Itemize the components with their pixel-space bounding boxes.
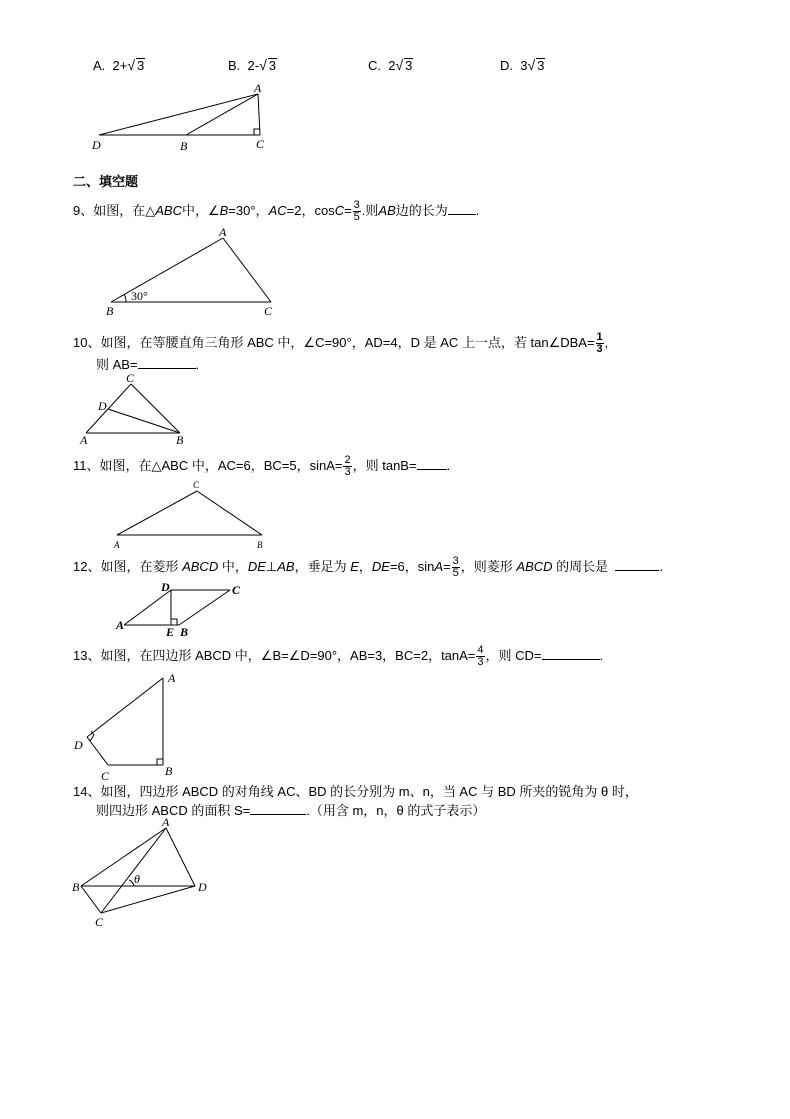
choice-a-text: 2+	[112, 58, 128, 73]
choice-b-text: 2-	[247, 58, 260, 73]
q11-text-2: ，则 tanB=	[352, 457, 417, 473]
q12-text-2: 中，	[218, 558, 248, 574]
q9-frac-den: 5	[353, 211, 360, 223]
q12-text-de2: DE	[371, 558, 390, 574]
q11-text-1: 如图，在△ABC 中，AC=6，BC=5，sinA=	[99, 457, 343, 473]
q9-text-1: 如图，在△	[93, 202, 156, 218]
q12-text-abcd: ABCD	[182, 558, 219, 574]
fig9-angle-label: 30°	[131, 289, 148, 303]
fig11-label-b: B	[257, 540, 263, 550]
fig13-label-c: C	[101, 769, 110, 783]
q12-text-5: =6，sin	[389, 558, 435, 574]
q12-text-perp: ⊥	[265, 558, 278, 574]
choice-b: B. 2-√ 3	[228, 57, 277, 73]
q10-text-1: 如图，在等腰直角三角形 ABC 中，∠C=90°，AD=4，D 是 AC 上一点，若 tan∠DBA=	[100, 334, 595, 350]
choice-d-radicand: 3	[537, 58, 545, 73]
q12-text-6: =	[443, 558, 451, 574]
fig11-label-c: C	[193, 480, 200, 490]
q10-text-2: 则 AB=	[96, 357, 138, 372]
q13-number: 13、	[73, 647, 101, 663]
fig14-label-d: D	[198, 880, 207, 894]
fig12-label-e: E	[166, 625, 175, 639]
fig10-label-b: B	[176, 433, 184, 447]
fig10-label-a: A	[80, 433, 88, 447]
choice-b-radicand: 3	[268, 58, 277, 73]
q14-text-1: 如图，四边形 ABCD 的对角线 AC、BD 的长分别为 m、n，当 AC 与 BD 所夹的锐角为 θ 时，	[100, 784, 638, 799]
q11-frac-num: 2	[344, 454, 351, 466]
q12-number: 12、	[73, 558, 101, 574]
q12-text-3: ，垂足为	[294, 558, 351, 574]
fig11-label-a: A	[114, 540, 120, 550]
q9-text-abc: ABC	[155, 202, 182, 218]
q11-frac-den: 3	[344, 466, 351, 478]
fig12-label-c: C	[232, 583, 241, 597]
q9-number: 9、	[73, 202, 94, 218]
choice-d-text: 3	[520, 58, 528, 73]
q9-text-5: =	[344, 202, 352, 218]
fig8-label-a: A	[254, 81, 262, 95]
q12-text-4: ，	[358, 558, 372, 574]
fig8-label-d: D	[92, 138, 101, 152]
choice-a-label: A.	[93, 58, 106, 73]
q12-text-ab: AB	[277, 558, 295, 574]
choice-c-label: C.	[368, 58, 381, 73]
choice-a: A. 2+√ 3	[93, 57, 145, 73]
q12-text-8: 的周长是	[552, 558, 609, 574]
q10-text-comma: ,	[604, 334, 609, 350]
fig9-label-b: B	[106, 304, 114, 318]
q10-text-end: .	[195, 357, 200, 372]
choice-c-radicand: 3	[405, 58, 413, 73]
q12-text-e: E	[350, 558, 359, 574]
section-title: 二、填空题	[73, 174, 139, 189]
q10-frac-num: 1	[596, 331, 603, 343]
q11-number: 11、	[73, 457, 100, 473]
fig8-label-b: B	[180, 139, 188, 153]
fig14-label-c: C	[95, 915, 104, 929]
q13-text-2: ，则 CD=	[485, 647, 542, 663]
fig13-label-b: B	[165, 764, 173, 778]
choice-c-text: 2	[388, 58, 396, 73]
fig8-label-c: C	[256, 137, 265, 151]
q12-text-de: DE	[247, 558, 266, 574]
q10-frac-den: 3	[596, 343, 603, 355]
q9-text-3: =30°，	[228, 202, 269, 218]
q12-text-7: ，则菱形	[460, 558, 517, 574]
fig14-label-a: A	[162, 815, 170, 829]
q12-text-a: A	[434, 558, 444, 574]
q12-frac-den: 5	[452, 567, 459, 579]
fig10-label-c: C	[126, 371, 135, 385]
q9-frac-num: 3	[353, 199, 360, 211]
fig14-theta-label: θ	[134, 872, 140, 886]
q13-frac-den: 3	[477, 656, 484, 668]
q9-text-6: .则	[361, 202, 379, 218]
choice-c: C. 2√ 3	[368, 57, 413, 73]
fig13-label-a: A	[168, 671, 176, 685]
choice-d-label: D.	[500, 58, 513, 73]
q12-frac-num: 3	[452, 555, 459, 567]
q9-text-7: 边的长为	[395, 202, 448, 218]
fig12-label-d: D	[161, 580, 170, 594]
q12-text-end: .	[659, 558, 664, 574]
q9-text-c: C	[334, 202, 345, 218]
q14-number: 14、	[73, 784, 101, 799]
fig9-label-a: A	[219, 225, 227, 239]
q9-text-4: =2，cos	[286, 202, 335, 218]
q9-text-b: B	[219, 202, 229, 218]
fig12-label-b: B	[180, 625, 189, 639]
q10-number: 10、	[73, 334, 101, 350]
q13-frac-num: 4	[477, 644, 484, 656]
q9-text-end: .	[475, 202, 480, 218]
q13-text-end: .	[599, 647, 604, 663]
choice-b-label: B.	[228, 58, 241, 73]
fig9-label-c: C	[264, 304, 273, 318]
choice-d: D. 3√ 3	[500, 57, 545, 73]
fig12-label-a: A	[116, 618, 125, 632]
q14-text-2: 则四边形 ABCD 的面积 S=	[96, 803, 251, 818]
fig13-label-d: D	[74, 738, 83, 752]
fig14-label-b: B	[72, 880, 80, 894]
q13-text-1: 如图，在四边形 ABCD 中，∠B=∠D=90°，AB=3，BC=2，tanA=	[100, 647, 476, 663]
q9-text-ab: AB	[378, 202, 396, 218]
q14-text-3: .（用含 m，n，θ 的式子表示）	[306, 803, 486, 818]
q9-text-ac: AC	[268, 202, 287, 218]
q12-text-1: 如图，在菱形	[100, 558, 183, 574]
q11-text-end: .	[446, 457, 451, 473]
choice-a-radicand: 3	[137, 58, 145, 73]
q9-text-2: 中，∠	[181, 202, 220, 218]
q12-text-abcd2: ABCD	[516, 558, 553, 574]
fig10-label-d: D	[98, 399, 107, 413]
